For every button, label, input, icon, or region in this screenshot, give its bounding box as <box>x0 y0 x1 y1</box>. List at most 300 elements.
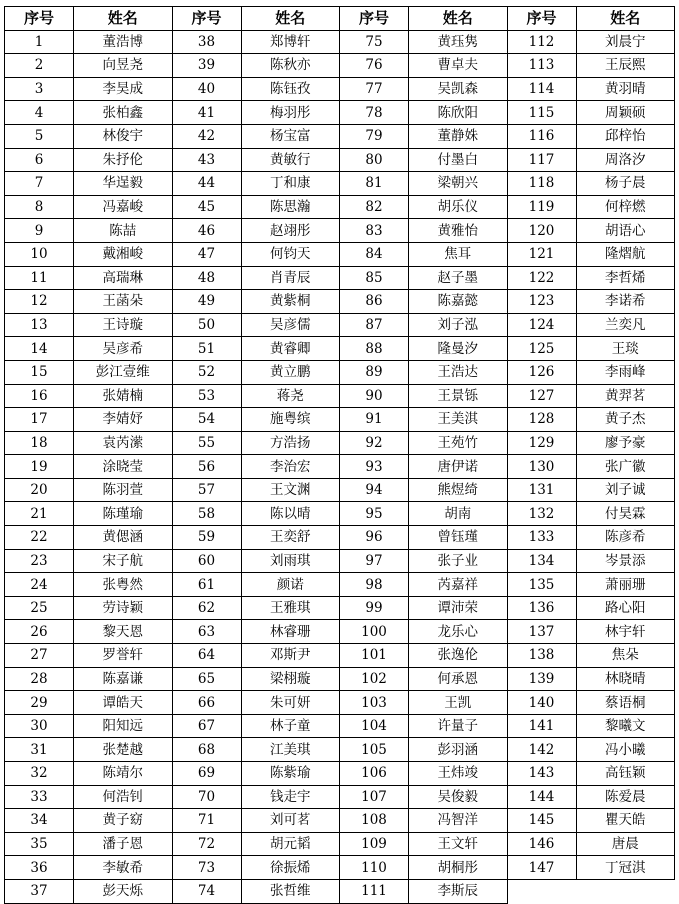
student-number-cell: 107 <box>340 785 409 809</box>
student-name-cell: 王琰 <box>576 337 675 361</box>
student-number-cell: 7 <box>5 172 74 196</box>
student-name-cell: 胡语心 <box>576 219 675 243</box>
table-row <box>5 313 675 337</box>
student-number-cell: 80 <box>340 148 409 172</box>
student-name-cell: 罗誉轩 <box>74 644 173 668</box>
student-number-cell <box>507 879 576 903</box>
student-number-cell: 105 <box>340 738 409 762</box>
student-number-cell: 103 <box>340 691 409 715</box>
student-number-cell: 112 <box>507 30 576 54</box>
student-name-cell: 黄偲涵 <box>74 526 173 550</box>
student-number-cell: 22 <box>5 526 74 550</box>
student-name-cell: 陈嘉谦 <box>74 667 173 691</box>
student-name-cell: 陈靖尔 <box>74 762 173 786</box>
student-name-cell: 隆熠航 <box>576 242 675 266</box>
student-name-cell: 黎曦文 <box>576 714 675 738</box>
student-name-cell: 黄敏行 <box>241 148 340 172</box>
student-number-cell: 110 <box>340 856 409 880</box>
student-number-cell: 51 <box>172 337 241 361</box>
student-number-cell: 76 <box>340 54 409 78</box>
student-name-cell: 周颖硕 <box>576 101 675 125</box>
table-row <box>5 77 675 101</box>
student-number-cell: 111 <box>340 879 409 903</box>
student-name-cell: 吴彦儒 <box>241 313 340 337</box>
table-row <box>5 54 675 78</box>
student-number-cell: 72 <box>172 832 241 856</box>
student-name-cell: 刘晨宁 <box>576 30 675 54</box>
student-number-cell: 120 <box>507 219 576 243</box>
student-number-cell: 95 <box>340 502 409 526</box>
table-row <box>5 738 675 762</box>
student-name-cell: 何承恩 <box>409 667 508 691</box>
student-number-cell: 126 <box>507 360 576 384</box>
student-name-cell: 赵子墨 <box>409 266 508 290</box>
student-name-cell: 黎天恩 <box>74 620 173 644</box>
table-row <box>5 478 675 502</box>
student-number-cell: 40 <box>172 77 241 101</box>
student-number-cell: 56 <box>172 455 241 479</box>
student-name-cell: 黄羽晴 <box>576 77 675 101</box>
table-row <box>5 714 675 738</box>
student-number-cell: 116 <box>507 124 576 148</box>
student-number-cell: 27 <box>5 644 74 668</box>
student-number-cell: 119 <box>507 195 576 219</box>
student-number-cell: 134 <box>507 549 576 573</box>
student-number-cell: 54 <box>172 408 241 432</box>
student-number-cell: 132 <box>507 502 576 526</box>
student-name-cell: 陈彦希 <box>576 526 675 550</box>
student-name-cell: 戴湘峻 <box>74 242 173 266</box>
student-number-cell: 139 <box>507 667 576 691</box>
student-name-cell: 陈嘉懿 <box>409 290 508 314</box>
student-number-cell: 78 <box>340 101 409 125</box>
student-number-cell: 15 <box>5 360 74 384</box>
student-name-cell: 岑景添 <box>576 549 675 573</box>
student-name-cell: 张楚越 <box>74 738 173 762</box>
header-number: 序号 <box>5 7 74 31</box>
student-number-cell: 41 <box>172 101 241 125</box>
student-name-cell: 丁和康 <box>241 172 340 196</box>
student-name-cell: 宋子航 <box>74 549 173 573</box>
student-name-cell: 华逞毅 <box>74 172 173 196</box>
student-number-cell: 66 <box>172 691 241 715</box>
student-name-cell: 陈欣阳 <box>409 101 508 125</box>
student-number-cell: 89 <box>340 360 409 384</box>
table-row <box>5 596 675 620</box>
student-number-cell: 29 <box>5 691 74 715</box>
student-name-cell: 黄珏隽 <box>409 30 508 54</box>
student-name-cell: 唐伊诺 <box>409 455 508 479</box>
student-name-cell: 林子童 <box>241 714 340 738</box>
student-name-cell: 焦朵 <box>576 644 675 668</box>
student-number-cell: 81 <box>340 172 409 196</box>
student-number-cell: 143 <box>507 762 576 786</box>
student-number-cell: 73 <box>172 856 241 880</box>
student-name-cell: 李哲烯 <box>576 266 675 290</box>
header-name: 姓名 <box>241 7 340 31</box>
student-number-cell: 24 <box>5 573 74 597</box>
student-number-cell: 102 <box>340 667 409 691</box>
student-number-cell: 118 <box>507 172 576 196</box>
student-name-cell: 朱可妍 <box>241 691 340 715</box>
student-number-cell: 31 <box>5 738 74 762</box>
table-row <box>5 644 675 668</box>
student-name-cell: 路心阳 <box>576 596 675 620</box>
student-number-cell: 57 <box>172 478 241 502</box>
student-number-cell: 85 <box>340 266 409 290</box>
student-name-cell: 何梓燃 <box>576 195 675 219</box>
student-name-cell: 焦耳 <box>409 242 508 266</box>
student-name-cell: 阳知远 <box>74 714 173 738</box>
student-number-cell: 20 <box>5 478 74 502</box>
table-row <box>5 360 675 384</box>
header-number: 序号 <box>507 7 576 31</box>
student-name-cell: 吴俊毅 <box>409 785 508 809</box>
student-name-cell: 陈喆 <box>74 219 173 243</box>
student-number-cell: 42 <box>172 124 241 148</box>
student-number-cell: 114 <box>507 77 576 101</box>
student-name-cell: 芮嘉祥 <box>409 573 508 597</box>
student-name-cell: 李敏希 <box>74 856 173 880</box>
student-number-cell: 79 <box>340 124 409 148</box>
student-number-cell: 75 <box>340 30 409 54</box>
student-number-cell: 146 <box>507 832 576 856</box>
student-number-cell: 108 <box>340 809 409 833</box>
student-name-cell: 陈以晴 <box>241 502 340 526</box>
student-number-cell: 142 <box>507 738 576 762</box>
student-number-cell: 53 <box>172 384 241 408</box>
header-number: 序号 <box>340 7 409 31</box>
student-number-cell: 48 <box>172 266 241 290</box>
student-number-cell: 129 <box>507 431 576 455</box>
student-name-cell: 袁芮潆 <box>74 431 173 455</box>
student-name-cell: 王文渊 <box>241 478 340 502</box>
student-number-cell: 88 <box>340 337 409 361</box>
student-name-cell: 刘子诚 <box>576 478 675 502</box>
student-number-cell: 131 <box>507 478 576 502</box>
table-row <box>5 337 675 361</box>
student-number-cell: 101 <box>340 644 409 668</box>
student-name-cell: 王奕舒 <box>241 526 340 550</box>
student-number-cell: 83 <box>340 219 409 243</box>
student-number-cell: 122 <box>507 266 576 290</box>
student-name-cell: 彭羽涵 <box>409 738 508 762</box>
student-number-cell: 18 <box>5 431 74 455</box>
table-row <box>5 573 675 597</box>
student-number-cell: 50 <box>172 313 241 337</box>
student-number-cell: 93 <box>340 455 409 479</box>
student-name-cell: 陈紫瑜 <box>241 762 340 786</box>
table-row <box>5 172 675 196</box>
student-name-cell: 王凯 <box>409 691 508 715</box>
student-name-cell: 熊煜绮 <box>409 478 508 502</box>
table-row <box>5 30 675 54</box>
student-number-cell: 121 <box>507 242 576 266</box>
student-number-cell: 16 <box>5 384 74 408</box>
student-name-cell: 高钰颖 <box>576 762 675 786</box>
student-name-cell: 兰奕凡 <box>576 313 675 337</box>
header-row <box>5 7 675 31</box>
student-name-cell: 黄子窈 <box>74 809 173 833</box>
student-name-cell: 王雅琪 <box>241 596 340 620</box>
table-row <box>5 431 675 455</box>
student-name-cell: 林晓晴 <box>576 667 675 691</box>
student-number-cell: 63 <box>172 620 241 644</box>
student-number-cell: 19 <box>5 455 74 479</box>
header-name: 姓名 <box>576 7 675 31</box>
table-row <box>5 879 675 903</box>
student-name-cell: 周洛汐 <box>576 148 675 172</box>
student-number-cell: 23 <box>5 549 74 573</box>
student-number-cell: 117 <box>507 148 576 172</box>
student-name-cell: 黄紫桐 <box>241 290 340 314</box>
student-number-cell: 38 <box>172 30 241 54</box>
table-row <box>5 408 675 432</box>
student-name-cell: 谭皓天 <box>74 691 173 715</box>
student-number-cell: 58 <box>172 502 241 526</box>
student-number-cell: 104 <box>340 714 409 738</box>
table-row <box>5 502 675 526</box>
student-name-cell: 施粤缤 <box>241 408 340 432</box>
student-number-cell: 9 <box>5 219 74 243</box>
student-name-cell: 王菡朵 <box>74 290 173 314</box>
header-name: 姓名 <box>74 7 173 31</box>
student-name-cell: 陈瑾瑜 <box>74 502 173 526</box>
student-number-cell: 33 <box>5 785 74 809</box>
student-name-cell: 张粤然 <box>74 573 173 597</box>
student-number-cell: 49 <box>172 290 241 314</box>
student-number-cell: 1 <box>5 30 74 54</box>
table-row <box>5 219 675 243</box>
student-name-cell: 付昊霖 <box>576 502 675 526</box>
student-number-cell: 13 <box>5 313 74 337</box>
student-name-cell: 胡南 <box>409 502 508 526</box>
student-name-cell: 李昊成 <box>74 77 173 101</box>
student-number-cell: 98 <box>340 573 409 597</box>
student-name-cell: 涂晓莹 <box>74 455 173 479</box>
student-name-cell: 胡元韬 <box>241 832 340 856</box>
student-number-cell: 77 <box>340 77 409 101</box>
table-row <box>5 290 675 314</box>
student-number-cell: 125 <box>507 337 576 361</box>
student-number-cell: 94 <box>340 478 409 502</box>
student-name-cell: 刘子泓 <box>409 313 508 337</box>
student-number-cell: 6 <box>5 148 74 172</box>
table-row <box>5 266 675 290</box>
table-row <box>5 762 675 786</box>
student-name-cell: 胡乐仪 <box>409 195 508 219</box>
student-number-cell: 44 <box>172 172 241 196</box>
student-name-cell: 王诗璇 <box>74 313 173 337</box>
table-row <box>5 667 675 691</box>
student-number-cell: 115 <box>507 101 576 125</box>
student-name-cell: 何浩钊 <box>74 785 173 809</box>
student-number-cell: 46 <box>172 219 241 243</box>
student-number-cell: 17 <box>5 408 74 432</box>
student-name-cell: 张哲维 <box>241 879 340 903</box>
student-name-cell: 刘雨琪 <box>241 549 340 573</box>
student-number-cell: 32 <box>5 762 74 786</box>
student-number-cell: 144 <box>507 785 576 809</box>
student-number-cell: 124 <box>507 313 576 337</box>
table-row <box>5 691 675 715</box>
student-name-cell: 钱走宇 <box>241 785 340 809</box>
student-number-cell: 35 <box>5 832 74 856</box>
student-number-cell: 5 <box>5 124 74 148</box>
table-body <box>5 30 675 903</box>
student-number-cell: 100 <box>340 620 409 644</box>
table-row <box>5 526 675 550</box>
student-name-cell: 郑博轩 <box>241 30 340 54</box>
student-name-cell: 陈思瀚 <box>241 195 340 219</box>
student-number-cell: 136 <box>507 596 576 620</box>
student-name-cell: 吴凯森 <box>409 77 508 101</box>
student-name-cell: 吴彦希 <box>74 337 173 361</box>
student-number-cell: 60 <box>172 549 241 573</box>
student-number-cell: 59 <box>172 526 241 550</box>
student-name-cell: 蒋尧 <box>241 384 340 408</box>
student-name-cell: 高瑞琳 <box>74 266 173 290</box>
student-name-cell: 董浩博 <box>74 30 173 54</box>
student-name-cell: 陈爱晨 <box>576 785 675 809</box>
student-name-cell: 黄子杰 <box>576 408 675 432</box>
table-row <box>5 455 675 479</box>
student-number-cell: 140 <box>507 691 576 715</box>
header-name: 姓名 <box>409 7 508 31</box>
student-number-cell: 68 <box>172 738 241 762</box>
student-name-cell: 彭江壹维 <box>74 360 173 384</box>
student-number-cell: 28 <box>5 667 74 691</box>
student-name-cell: 丁冠淇 <box>576 856 675 880</box>
student-name-cell: 梁栩璇 <box>241 667 340 691</box>
student-name-cell: 李治宏 <box>241 455 340 479</box>
student-number-cell: 145 <box>507 809 576 833</box>
student-name-cell: 黄羿茗 <box>576 384 675 408</box>
student-number-cell: 70 <box>172 785 241 809</box>
student-name-cell: 蔡语桐 <box>576 691 675 715</box>
student-number-cell: 21 <box>5 502 74 526</box>
student-number-cell: 47 <box>172 242 241 266</box>
student-number-cell: 37 <box>5 879 74 903</box>
student-name-cell: 张柏鑫 <box>74 101 173 125</box>
student-number-cell: 97 <box>340 549 409 573</box>
student-name-cell: 龙乐心 <box>409 620 508 644</box>
student-number-cell: 141 <box>507 714 576 738</box>
student-name-cell: 赵翊彤 <box>241 219 340 243</box>
student-number-cell: 4 <box>5 101 74 125</box>
student-number-cell: 67 <box>172 714 241 738</box>
student-number-cell: 127 <box>507 384 576 408</box>
student-name-cell: 刘可茗 <box>241 809 340 833</box>
student-name-cell: 王文轩 <box>409 832 508 856</box>
student-number-cell: 84 <box>340 242 409 266</box>
student-name-cell: 胡桐彤 <box>409 856 508 880</box>
student-name-cell: 颜诺 <box>241 573 340 597</box>
student-number-cell: 92 <box>340 431 409 455</box>
student-name-cell: 徐振烯 <box>241 856 340 880</box>
table-row <box>5 832 675 856</box>
student-name-cell: 萧丽珊 <box>576 573 675 597</box>
student-number-cell: 133 <box>507 526 576 550</box>
student-name-cell: 江美琪 <box>241 738 340 762</box>
table-row <box>5 148 675 172</box>
student-number-cell: 10 <box>5 242 74 266</box>
student-number-cell: 55 <box>172 431 241 455</box>
student-name-cell: 肖青辰 <box>241 266 340 290</box>
student-number-cell: 71 <box>172 809 241 833</box>
student-number-cell: 130 <box>507 455 576 479</box>
student-number-cell: 2 <box>5 54 74 78</box>
student-number-cell: 26 <box>5 620 74 644</box>
student-name-cell: 冯智洋 <box>409 809 508 833</box>
student-name-cell: 曾钰瑾 <box>409 526 508 550</box>
student-name-cell: 冯嘉峻 <box>74 195 173 219</box>
student-name-cell: 林俊宇 <box>74 124 173 148</box>
student-number-cell: 45 <box>172 195 241 219</box>
student-number-cell: 61 <box>172 573 241 597</box>
table-row <box>5 856 675 880</box>
student-name-cell: 彭天烁 <box>74 879 173 903</box>
student-number-cell: 25 <box>5 596 74 620</box>
table-row <box>5 620 675 644</box>
student-number-cell: 30 <box>5 714 74 738</box>
student-number-cell: 106 <box>340 762 409 786</box>
student-number-cell: 135 <box>507 573 576 597</box>
student-number-cell: 8 <box>5 195 74 219</box>
student-number-cell: 3 <box>5 77 74 101</box>
student-name-cell: 张逸伦 <box>409 644 508 668</box>
student-name-cell: 李雨峰 <box>576 360 675 384</box>
student-number-cell: 62 <box>172 596 241 620</box>
student-name-cell: 邱梓怡 <box>576 124 675 148</box>
student-name-cell: 曹卓夫 <box>409 54 508 78</box>
student-number-cell: 39 <box>172 54 241 78</box>
student-name-cell: 林宇轩 <box>576 620 675 644</box>
student-name-cell: 陈钰孜 <box>241 77 340 101</box>
student-name-cell: 王苑竹 <box>409 431 508 455</box>
student-name-cell: 董静姝 <box>409 124 508 148</box>
student-name-cell <box>576 879 675 903</box>
student-number-cell: 86 <box>340 290 409 314</box>
student-name-cell: 王美淇 <box>409 408 508 432</box>
student-name-cell: 黄雅怡 <box>409 219 508 243</box>
student-name-cell: 李斯辰 <box>409 879 508 903</box>
student-name-cell: 杨宝富 <box>241 124 340 148</box>
table-row <box>5 242 675 266</box>
student-name-cell: 李诺希 <box>576 290 675 314</box>
student-name-cell: 朱抒伦 <box>74 148 173 172</box>
student-number-cell: 147 <box>507 856 576 880</box>
student-number-cell: 11 <box>5 266 74 290</box>
student-name-cell: 王炜竣 <box>409 762 508 786</box>
student-name-cell: 李婧妤 <box>74 408 173 432</box>
table-row <box>5 785 675 809</box>
student-number-cell: 14 <box>5 337 74 361</box>
student-number-cell: 74 <box>172 879 241 903</box>
student-name-cell: 张子业 <box>409 549 508 573</box>
student-number-cell: 90 <box>340 384 409 408</box>
student-name-cell: 劳诗颖 <box>74 596 173 620</box>
student-name-cell: 梅羽彤 <box>241 101 340 125</box>
table-row <box>5 809 675 833</box>
table-row <box>5 384 675 408</box>
student-name-cell: 方浩扬 <box>241 431 340 455</box>
student-number-cell: 109 <box>340 832 409 856</box>
student-name-cell: 王浩达 <box>409 360 508 384</box>
student-number-cell: 69 <box>172 762 241 786</box>
student-name-cell: 谭沛荣 <box>409 596 508 620</box>
student-name-cell: 向昱尧 <box>74 54 173 78</box>
